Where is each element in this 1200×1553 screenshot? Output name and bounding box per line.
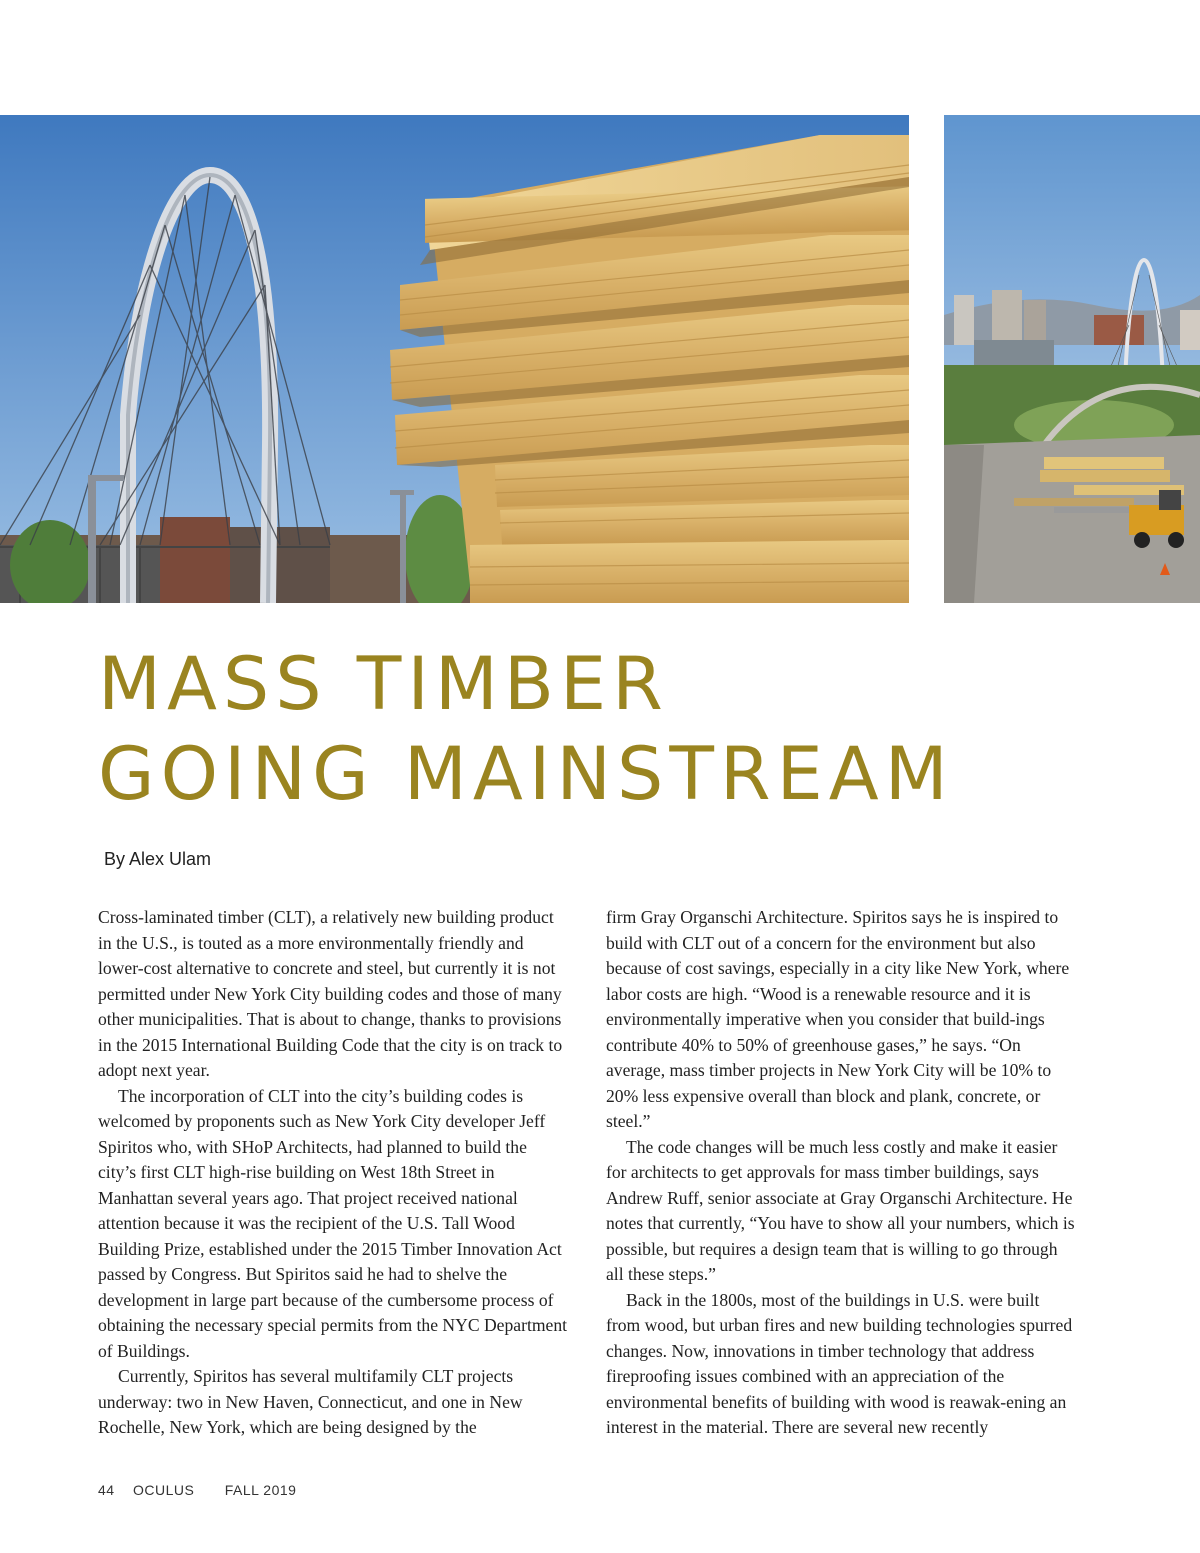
body-column-right (606, 905, 1076, 1441)
page-number: 44 (98, 1482, 115, 1498)
paragraph: firm Gray Organschi Architecture. Spiritos says he is inspired to build with CLT out of a concern for the environment but also because of cost savings, especially in a city like New York, where labor costs are high. “Wood is a renewable resource and it is environmentally imperative when you consider that build-ings contribute 40% to 50% of greenhouse gases,” he says. “On average, mass timber projects in New York City will be 10% to 20% less expensive overall than block and plank, concrete, or steel.” (606, 907, 1070, 1131)
body-column-left (98, 905, 568, 1441)
paragraph: The incorporation of CLT into the city’s building codes is welcomed by proponents such as New York City developer Jeff Spiritos who, with SHoP Architects, had planned to build the city’s first CLT high-rise building on West 18th Street in Manhattan several years ago. That project received national attention because it was the recipient of the U.S. Tall Wood Building Prize, established under the 2015 Timber Innovation Act passed by Congress. But Spiritos said he had to shelve the development in large part because of the cumbersome process of obtaining the necessary special permits from the NYC Department of Buildings. (98, 1085, 568, 1361)
paragraph: Back in the 1800s, most of the buildings in U.S. were built from wood, but urban fires and new building technologies spurred changes. Now, innovations in timber technology that address fireproofing issues combined with an appreciation of the environmental benefits of building with wood is reawak-ening an interest in the material. There are several new recently (606, 1289, 1073, 1437)
page-footer (98, 1482, 310, 1498)
headline-line-2: GOING MAINSTREAM (98, 732, 954, 817)
paragraph: The code changes will be much less costly and make it easier for architects to get approvals for mass timber buildings, says Andrew Ruff, senior associate at Gray Organschi Architecture. He notes that currently, “You have to show all your numbers, which is possible, but requires a design team that is willing to go through all these steps.” (606, 1136, 1075, 1284)
main-photo (0, 115, 909, 603)
side-photo (944, 115, 1200, 603)
headline-line-1: MASS TIMBER (98, 642, 669, 727)
paragraph: Cross-laminated timber (CLT), a relatively new building product in the U.S., is touted as a more environmentally friendly and lower-cost alternative to concrete and steel, but currently it is not permitted under New York City building codes and those of many other municipalities. That is about to change, thanks to provisions in the 2015 International Building Code that the city is on track to adopt next year. (98, 907, 563, 1080)
byline: By Alex Ulam (104, 849, 212, 869)
paragraph: Currently, Spiritos has several multifamily CLT projects underway: two in New Haven, Connecticut, and one in New Rochelle, New York, which are being designed by the (98, 1366, 523, 1437)
issue-date: FALL 2019 (224, 1482, 297, 1498)
publication-name: OCULUS (132, 1482, 195, 1498)
headline (98, 640, 954, 820)
